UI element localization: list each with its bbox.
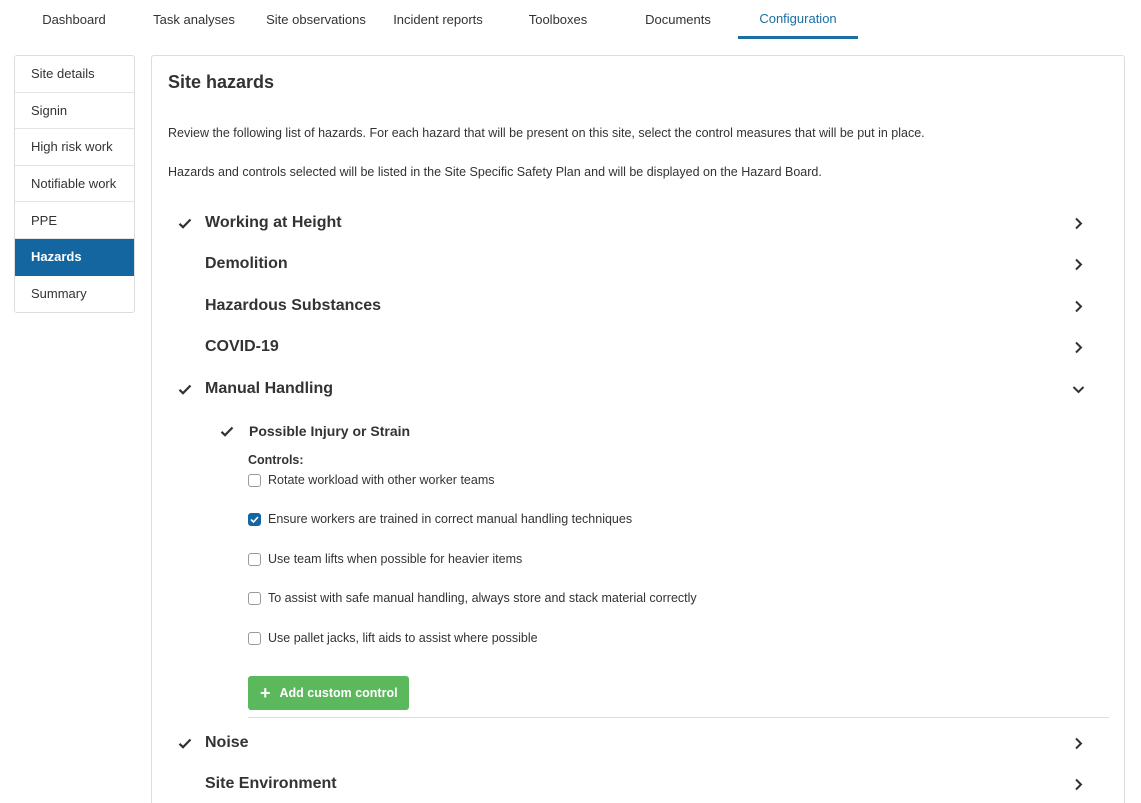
hazard-check-empty: [168, 291, 205, 321]
description-text: Review the following list of hazards. For each hazard that will be present on this site, select the control measures that will be put in place.: [168, 126, 925, 140]
chevron-right-icon[interactable]: [1070, 215, 1086, 231]
tab-documents[interactable]: Documents: [645, 12, 711, 27]
controls-label: Controls:: [248, 453, 304, 467]
check-icon: [168, 728, 205, 758]
description-text: Hazards and controls selected will be listed in the Site Specific Safety Plan and will be displayed on the Hazard Board.: [168, 165, 822, 179]
tab-task-analyses[interactable]: Task analyses: [153, 12, 235, 27]
checkbox[interactable]: [248, 592, 261, 605]
control-label: Ensure workers are trained in correct manual handling techniques: [268, 512, 633, 526]
sidebar-item-hazards[interactable]: Hazards: [15, 239, 134, 276]
chevron-right-icon[interactable]: [1070, 735, 1086, 751]
hazard-row-hazardous-substances[interactable]: [168, 291, 1086, 321]
chevron-right-icon[interactable]: [1070, 298, 1086, 314]
control-checkbox-pallet-jacks[interactable]: [248, 629, 538, 647]
sidebar-item-site-details[interactable]: Site details: [15, 56, 134, 93]
sidebar-item-notifiable-work[interactable]: Notifiable work: [15, 166, 134, 203]
control-label: To assist with safe manual handling, always store and stack material correctly: [268, 591, 697, 605]
hazard-row-covid-19[interactable]: [168, 332, 1086, 362]
tab-configuration[interactable]: Configuration: [738, 0, 858, 39]
hazard-name: Working at Height: [205, 214, 342, 231]
config-sidebar: [14, 55, 135, 313]
control-checkbox-store-stack[interactable]: [248, 589, 697, 607]
hazard-check-empty: [168, 249, 205, 279]
hazard-name: Demolition: [205, 255, 288, 272]
check-icon: [168, 374, 205, 404]
hazard-check-empty: [168, 769, 205, 799]
checkbox-checked[interactable]: [248, 513, 261, 526]
hazard-name: COVID-19: [205, 338, 279, 355]
chevron-right-icon[interactable]: [1070, 776, 1086, 792]
tab-dashboard[interactable]: Dashboard: [42, 12, 106, 27]
plus-icon: +: [260, 683, 271, 703]
sidebar-item-high-risk-work[interactable]: High risk work: [15, 129, 134, 166]
add-custom-control-label: Add custom control: [279, 686, 398, 700]
hazard-row-noise[interactable]: [168, 728, 1086, 758]
hazard-name: Hazardous Substances: [205, 297, 382, 314]
hazard-name: Noise: [205, 734, 249, 751]
sidebar-item-ppe[interactable]: PPE: [15, 202, 134, 239]
chevron-right-icon[interactable]: [1070, 256, 1086, 272]
control-checkbox-rotate-workload[interactable]: [248, 471, 494, 489]
checkbox[interactable]: [248, 474, 261, 487]
tab-site-observations[interactable]: Site observations: [266, 12, 366, 27]
sub-hazard-possible-injury[interactable]: [220, 420, 410, 442]
add-custom-control-button[interactable]: [248, 676, 409, 710]
chevron-right-icon[interactable]: [1070, 339, 1086, 355]
tab-toolboxes[interactable]: Toolboxes: [528, 12, 588, 27]
sidebar-item-signin[interactable]: Signin: [15, 93, 134, 130]
control-label: Use pallet jacks, lift aids to assist where possible: [268, 631, 538, 645]
hazard-name: Manual Handling: [205, 380, 333, 397]
hazard-check-empty: [168, 332, 205, 362]
hazard-row-site-environment[interactable]: [168, 769, 1086, 799]
hazard-row-working-at-height[interactable]: [168, 208, 1086, 238]
checkbox[interactable]: [248, 632, 261, 645]
chevron-down-icon[interactable]: [1070, 381, 1086, 397]
page-title: Site hazards: [168, 72, 275, 92]
top-nav: [0, 0, 1141, 40]
control-checkbox-ensure-trained[interactable]: [248, 510, 632, 528]
tab-incident-reports[interactable]: Incident reports: [393, 12, 483, 27]
sub-hazard-name: Possible Injury or Strain: [249, 423, 411, 439]
control-label: Rotate workload with other worker teams: [268, 473, 495, 487]
control-label: Use team lifts when possible for heavier items: [268, 552, 523, 566]
hazard-row-demolition[interactable]: [168, 249, 1086, 279]
checkbox[interactable]: [248, 553, 261, 566]
hazard-name: Site Environment: [205, 775, 337, 792]
hazards-panel: [151, 55, 1125, 803]
hazard-row-manual-handling[interactable]: [168, 374, 1086, 404]
sidebar-item-summary[interactable]: Summary: [31, 286, 87, 302]
check-icon: [220, 426, 249, 437]
check-icon: [168, 208, 205, 238]
divider: [248, 717, 1109, 718]
control-checkbox-team-lifts[interactable]: [248, 550, 522, 568]
